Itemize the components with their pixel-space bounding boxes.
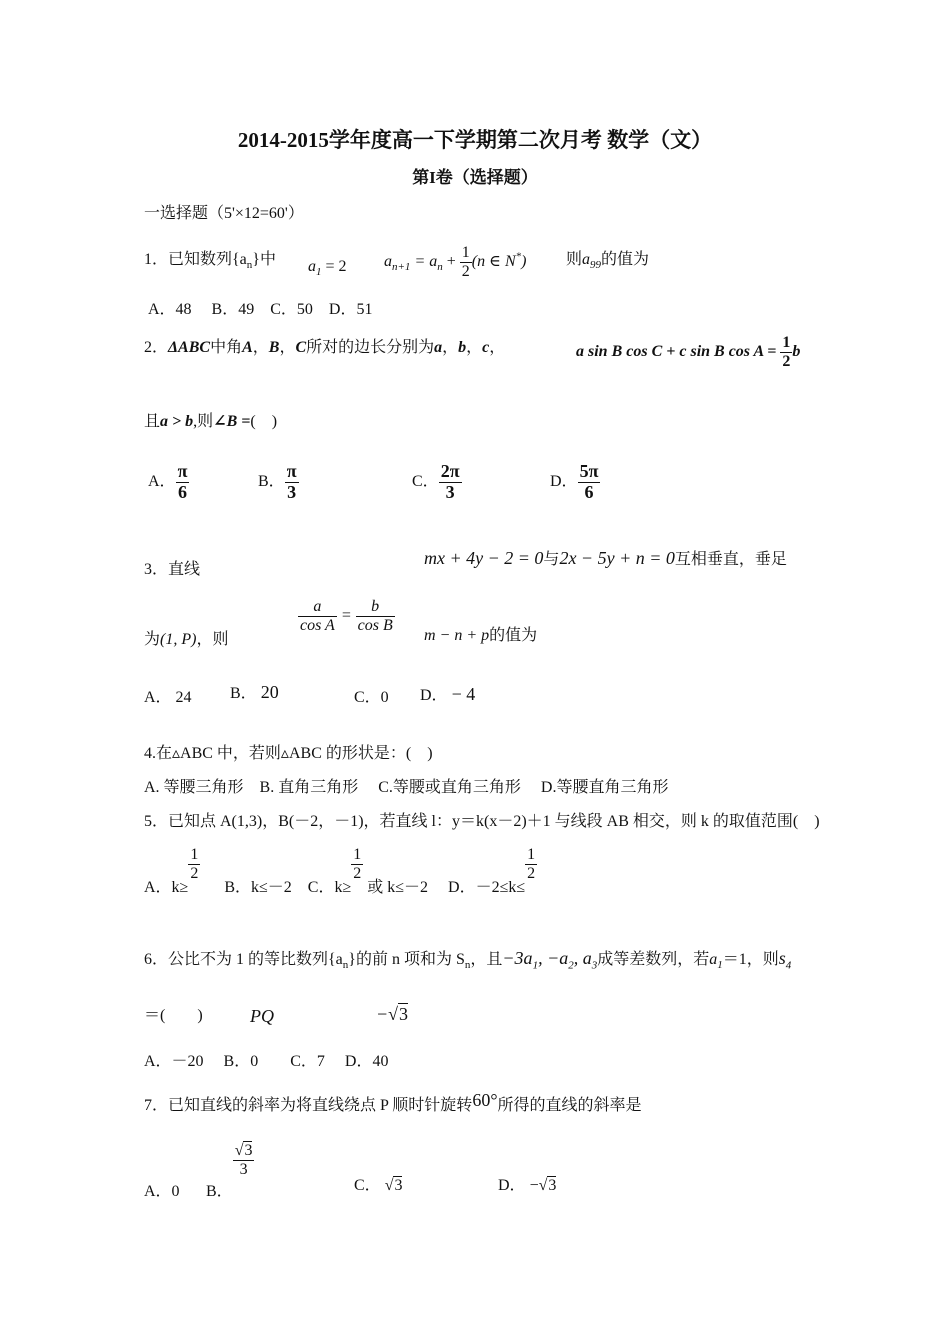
q6-stem: 6．公比不为 1 的等比数列$\{a_n\}$的前 n 项和为 $S_n$，且$-3a_1$, $-a_2$, $a_3$成等差数列，若$a_1=1$，则$s_4$ [144, 948, 792, 972]
q2-option-d: D． $\frac{5\pi}{6}$ [550, 461, 599, 502]
q2-stem: 2．ΔABC中角A，B，C所对的边长分别为a，b，c， [144, 339, 506, 356]
q3-ratio: $\frac{a}{\text{cos A}}$ = $\frac{b}{\text{cos B}}$ [300, 598, 393, 634]
q7-option-c: C． √3 [354, 1177, 403, 1194]
q6-neg-sqrt: −√3 [376, 1004, 409, 1024]
q1-stem: 1．已知数列$\{a_n\}$中 [144, 251, 276, 272]
q6-options: A．－20 B．0 C．7 D．40 [144, 1053, 389, 1070]
section-heading: 一选择题（5'×12=60'） [144, 205, 304, 222]
q3-expr: m − n + p的值为 [424, 627, 538, 644]
q7-option-b: B． $\frac{√3}{3}$ [206, 1142, 253, 1200]
q3-option-d: D． − 4 [420, 684, 476, 704]
q2-equation: a sin B cos C + c sin B cos A = $\frac{1}{2}$ b [576, 334, 801, 370]
q4-options: A. 等腰三角形 B. 直角三角形 C.等腰或直角三角形 D.等腰直角三角形 [144, 779, 669, 796]
page-subtitle: 第I卷（选择题） [412, 168, 538, 187]
q2-option-b: B． $\frac{\pi}{3}$ [258, 461, 297, 502]
q7-option-d: D． −√3 [498, 1177, 557, 1194]
q4-stem: 4.在▵ABC 中，若则▵ABC 的形状是：( ) [144, 745, 433, 762]
q2-condition: 且a > b,则∠B =( ) [144, 413, 278, 430]
q2-option-a: A． $\frac{\pi}{6}$ [148, 461, 188, 502]
q3-foot: 为(1, P)，则 [144, 631, 229, 648]
q1-options: A．48 B．49 C．50 D．51 [148, 301, 373, 318]
page-title: 2014-2015学年度高一下学期第二次月考 数学（文） [237, 128, 713, 152]
q6-blank: ＝( ) [144, 1007, 203, 1024]
q1-formula-a1: $a_1 = 2$ [308, 258, 347, 279]
q3-stem-start: 3．直线 [144, 561, 201, 578]
q6-pq: PQ [250, 1006, 274, 1026]
q3-option-a: A． 24 [144, 689, 192, 706]
q3-option-b: B． 20 [230, 682, 279, 702]
q3-option-c: C．0 [354, 689, 389, 706]
q7-option-a: A．0 [144, 1183, 180, 1200]
q2-option-c: C． $\frac{2\pi}{3}$ [412, 461, 460, 502]
q7-stem: 7．已知直线的斜率为将直线绕点 P 顺时针旋转60°所得的直线的斜率是 [144, 1090, 642, 1114]
q3-lines: mx + 4y − 2 = 0与2x − 5y + n = 0互相垂直，垂足 [424, 548, 787, 568]
q1-formula-recurrence: $a_{n+1} = a_n$ + $\frac{1}{2}$ (n ∈ N*) [384, 244, 527, 280]
q5-stem: 5．已知点 A(1,3)，B(－2，－1)，若直线 l：y＝k(x－2)＋1 与线段 AB 相交，则 k 的取值范围( ) [144, 813, 820, 830]
q5-options: A．k≥ $\frac{1}{2}$ B．k≤－2 C．k≥ $\frac{1}{2}$ 或 k≤－2 D．－2≤k≤ $\frac{1}{2}$ [144, 846, 536, 896]
q1-ask: 则$a_{99}$的值为 [566, 251, 650, 272]
